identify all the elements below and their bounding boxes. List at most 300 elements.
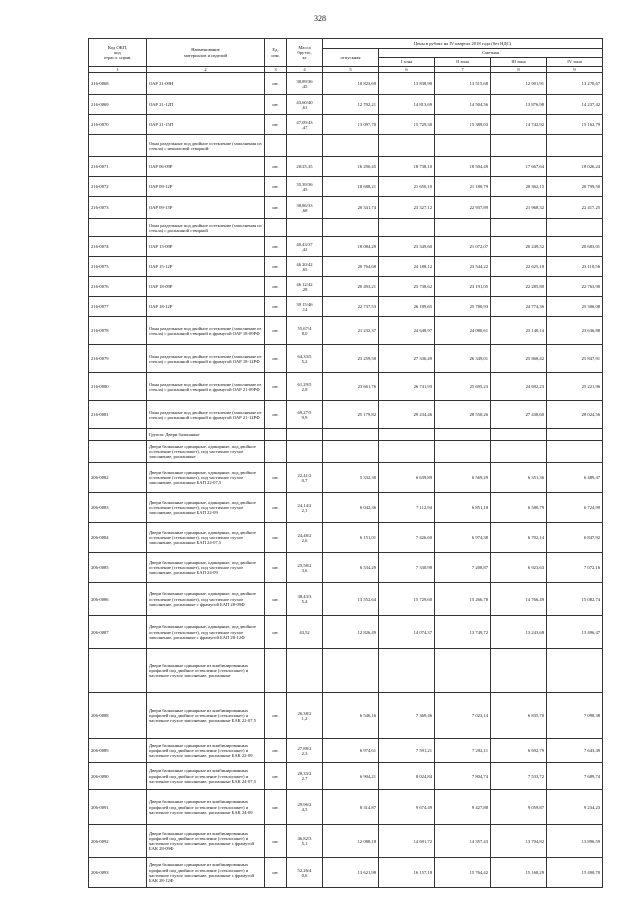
item-code: 206-0092 — [89, 825, 147, 858]
item-mass: 46 20/42 ,65 — [287, 257, 323, 277]
zone-1-price: 27 336,49 — [379, 345, 435, 373]
item-mass: 43,60/40 ,61 — [287, 95, 323, 115]
item-name: Двери балконные одинарные, одинарные, под двойное остекление (стеклопакет), под частичное глухое заполнение, распашные БАП 24-09 — [147, 553, 265, 583]
zone-3-price: 15 168,29 — [491, 858, 547, 888]
mass-header-line2: брутто, — [297, 49, 312, 55]
table-row — [89, 157, 603, 177]
zone-2-price: 14 357,43 — [435, 825, 491, 858]
release-price: 6 904,21 — [323, 763, 379, 790]
release-price: 20 764,68 — [323, 257, 379, 277]
item-code: 206-0083 — [89, 493, 147, 523]
item-name: Двери балконные одинарные из комбинированных профилей под двойное остекление (стеклопакет) и частичное глухое заполнение, распашные БАК 24-07,5 — [147, 763, 265, 790]
table-row — [89, 825, 603, 858]
column-number: 3 — [265, 67, 287, 73]
zone-2-price: 14 504,56 — [435, 95, 491, 115]
section-note: Окна раздельные под двойное остекление (заполнения из стекла) с нешиловой створкой: — [147, 135, 265, 157]
zone-4-price: 22 417,25 — [547, 197, 603, 219]
empty-cell — [89, 135, 147, 157]
item-name: Двери балконные одинарные из комбинированных профилей под двойное остекление (стеклопакет) и частичное глухое заполнение, распашные с фрамугой БАК 28-12Ф — [147, 858, 265, 888]
estimate-price-header: Сметная — [379, 49, 603, 58]
empty-cell — [287, 135, 323, 157]
empty-cell — [547, 219, 603, 237]
item-code: 216-0069 — [89, 95, 147, 115]
release-price: 23 661,76 — [323, 373, 379, 401]
group-title: Группа: Двери балконные — [147, 429, 265, 441]
zone-2-price: 13 515,68 — [435, 73, 491, 95]
name-header-line1: Наименование — [191, 47, 220, 53]
section-note: Двери балконные одинарные, одинарные, под двойное остекление (стеклопакет), под частичное глухое заполнение, распашные — [147, 441, 265, 463]
mass-header-line1: Масса — [298, 44, 311, 50]
zone-3-price: 9 059,87 — [491, 790, 547, 825]
table-row — [89, 345, 603, 373]
item-mass: 22,41/2 0,7 — [287, 463, 323, 493]
zone-2-price: 7 804,74 — [435, 763, 491, 790]
item-mass: 38,86/33 ,68 — [287, 197, 323, 219]
name-header — [147, 39, 265, 67]
item-name: Двери балконные одинарные, одинарные, под двойное остекление (стеклопакет), под частичное глухое заполнение, распашные БАП 22-07,5 — [147, 463, 265, 493]
item-mass: 46 12/42 ,28 — [287, 277, 323, 297]
zone-4-price: 15 082,74 — [547, 583, 603, 616]
item-mass: 27,88/2 2,3 — [287, 739, 323, 763]
item-unit: шт. — [265, 401, 287, 429]
zone-4-price: 15 162,79 — [547, 115, 603, 135]
zone-1-price: 24 188,12 — [379, 257, 435, 277]
empty-cell — [491, 429, 547, 441]
table-row — [89, 317, 603, 345]
zone-3-price: 13 704,82 — [491, 825, 547, 858]
zone-4-price: 14 237,42 — [547, 95, 603, 115]
item-code: 216-0074 — [89, 237, 147, 257]
zone-4-price: 28 024,56 — [547, 401, 603, 429]
item-unit: шт. — [265, 317, 287, 345]
item-name: Окна раздельные под двойное остекление (заполнение из стекла) с распашной створкой и фрамугой ОАР 21-12РФ — [147, 401, 265, 429]
zone-4-price: 23 110,56 — [547, 257, 603, 277]
zone-4-price: 13 896,59 — [547, 825, 603, 858]
item-name: Окна раздельные под двойное остекление (заполнение из стекла) с распашной створкой и фрамугой ОАР 18-09РФ — [147, 317, 265, 345]
item-mass: 46,82/3 5,1 — [287, 825, 323, 858]
zone-2-price: 7 023,14 — [435, 693, 491, 739]
item-unit: шт. — [265, 616, 287, 649]
zone-2-price: 28 550,26 — [435, 401, 491, 429]
release-price: 16 290,45 — [323, 157, 379, 177]
table-row — [89, 237, 603, 257]
code-header-line1: Код ОКП, — [107, 44, 128, 50]
table-row — [89, 739, 603, 763]
item-mass: 20/25,35 — [287, 157, 323, 177]
zone-1-price: 7 426,60 — [379, 523, 435, 553]
item-name: ОАР 09-12Р — [147, 177, 265, 197]
item-code: 206-0087 — [89, 616, 147, 649]
item-unit: шт. — [265, 177, 287, 197]
zone-1-price: 15 729,60 — [379, 583, 435, 616]
item-code: 206-0091 — [89, 790, 147, 825]
zone-4-price: 6 847,92 — [547, 523, 603, 553]
zone-1-price: 7 369,46 — [379, 693, 435, 739]
item-unit: шт. — [265, 463, 287, 493]
item-mass: 38,43/3 5,4 — [287, 583, 323, 616]
item-code: 216-0075 — [89, 257, 147, 277]
item-unit: шт. — [265, 73, 287, 95]
zone-2-price: 24 080,61 — [435, 317, 491, 345]
table-row — [89, 73, 603, 95]
price-title-header: Цены в рублях на IV квартал 2018 года (без НДС) — [323, 39, 603, 49]
release-price: 20 341,74 — [323, 197, 379, 219]
empty-cell — [547, 441, 603, 463]
table-row — [89, 616, 603, 649]
column-number: 1 — [89, 67, 147, 73]
zone-1-price: 15 729,30 — [379, 115, 435, 135]
zone-1-price: 24 648,97 — [379, 317, 435, 345]
table-row — [89, 763, 603, 790]
zone-2-header: II зона — [435, 58, 491, 67]
empty-cell — [89, 441, 147, 463]
zone-2-price: 15 764,42 — [435, 858, 491, 888]
code-header-line2: код — [114, 49, 121, 55]
zone-1-price: 14 074,37 — [379, 616, 435, 649]
item-name: ОАР 09-15Р — [147, 197, 265, 219]
item-unit: шт. — [265, 583, 287, 616]
table-row — [89, 463, 603, 493]
item-unit: шт. — [265, 693, 287, 739]
mass-header-line3: кг — [302, 55, 307, 61]
zone-4-price: 25 221,96 — [547, 373, 603, 401]
table-row — [89, 297, 603, 317]
item-unit: шт. — [265, 763, 287, 790]
zone-1-price: 26 741,93 — [379, 373, 435, 401]
item-unit: шт. — [265, 95, 287, 115]
zone-2-price: 6 569,29 — [435, 463, 491, 493]
item-name: ОАР 18-09Р — [147, 277, 265, 297]
item-code: 206-0082 — [89, 463, 147, 493]
zone-4-price: 9 234,23 — [547, 790, 603, 825]
column-number: 7 — [435, 67, 491, 73]
zone-4-price: 25 306,08 — [547, 297, 603, 317]
empty-cell — [491, 441, 547, 463]
zone-3-price: 24 774,36 — [491, 297, 547, 317]
table-row — [89, 583, 603, 616]
table-row — [89, 693, 603, 739]
empty-cell — [89, 429, 147, 441]
item-mass: 29,96/2 4,5 — [287, 790, 323, 825]
item-name: ОАР 15-12Р — [147, 257, 265, 277]
item-mass: 47,09/43 ,47 — [287, 115, 323, 135]
empty-cell — [547, 135, 603, 157]
zone-2-price: 7 208,87 — [435, 553, 491, 583]
empty-cell — [323, 219, 379, 237]
item-code: 216-0080 — [89, 373, 147, 401]
item-name: ОАР 18-12Р — [147, 297, 265, 317]
item-unit: шт. — [265, 858, 287, 888]
empty-cell — [547, 429, 603, 441]
release-price: 6 151,01 — [323, 523, 379, 553]
column-number: 9 — [547, 67, 603, 73]
zone-3-price: 14 742,92 — [491, 115, 547, 135]
release-price: 13 097,70 — [323, 115, 379, 135]
item-mass: 55,67/4 8,0 — [287, 317, 323, 345]
item-unit: шт. — [265, 523, 287, 553]
column-number: 2 — [147, 67, 265, 73]
item-mass: 61,29/5 2,8 — [287, 373, 323, 401]
item-code: 216-0071 — [89, 157, 147, 177]
release-price: 6 534,29 — [323, 553, 379, 583]
zone-2-price: 6 851,18 — [435, 493, 491, 523]
empty-cell — [379, 219, 435, 237]
zone-3-price: 21 968,32 — [491, 197, 547, 219]
empty-cell — [379, 441, 435, 463]
zone-1-price: 16 157,18 — [379, 858, 435, 888]
zone-2-price: 21 072,07 — [435, 237, 491, 257]
item-unit: шт. — [265, 197, 287, 219]
zone-2-price: 15 266,78 — [435, 583, 491, 616]
zone-3-price: 6 702,14 — [491, 523, 547, 553]
zone-3-price: 22 285,80 — [491, 277, 547, 297]
zone-2-price: 21 180,79 — [435, 177, 491, 197]
table-row — [89, 197, 603, 219]
item-unit: шт. — [265, 237, 287, 257]
item-mass: 28,33/2 2,7 — [287, 763, 323, 790]
table-row — [89, 373, 603, 401]
table-body — [89, 73, 603, 888]
empty-cell — [89, 219, 147, 237]
item-name: Окна раздельные под двойное остекление (заполнение из стекла) с распашной створкой и фрамугой ОАР 21-09РФ — [147, 373, 265, 401]
zone-4-price: 6 489,47 — [547, 463, 603, 493]
item-unit: шт. — [265, 493, 287, 523]
zone-2-price: 15 389,03 — [435, 115, 491, 135]
zone-2-price: 23 544,22 — [435, 257, 491, 277]
empty-cell — [265, 219, 287, 237]
name-header-line2: материалов и изделий — [184, 52, 227, 58]
release-price: 10 823,69 — [323, 73, 379, 95]
section-note: Окна раздельные под двойное остекление (заполнения из стекла) с распашной створкой — [147, 219, 265, 237]
item-code: 216-0076 — [89, 277, 147, 297]
item-mass: 35,39/36 ,45 — [287, 177, 323, 197]
zone-3-price: 7 533,72 — [491, 763, 547, 790]
item-mass: 40,43/37 ,42 — [287, 237, 323, 257]
item-unit: шт. — [265, 257, 287, 277]
zone-3-price: 23 140,14 — [491, 317, 547, 345]
zone-4-price: 7 098,38 — [547, 693, 603, 739]
release-price-header: отпускная — [323, 49, 379, 67]
item-code: 216-0072 — [89, 177, 147, 197]
section-note-row — [89, 219, 603, 237]
zone-2-price: 25 780,93 — [435, 297, 491, 317]
zone-1-price: 23 349,60 — [379, 237, 435, 257]
zone-3-header: III зона — [491, 58, 547, 67]
empty-cell — [287, 441, 323, 463]
zone-2-price: 23 191,05 — [435, 277, 491, 297]
zone-4-price: 20 683,01 — [547, 237, 603, 257]
release-price: 20 493,21 — [323, 277, 379, 297]
item-code: 216-0070 — [89, 115, 147, 135]
empty-cell — [379, 429, 435, 441]
column-number: 5 — [323, 67, 379, 73]
zone-3-price: 6 692,79 — [491, 739, 547, 763]
item-code: 206-0090 — [89, 763, 147, 790]
zone-2-price: 25 695,23 — [435, 373, 491, 401]
release-price: 22 737,53 — [323, 297, 379, 317]
release-price: 6 974,61 — [323, 739, 379, 763]
code-header-line3: отрасл. справ. — [103, 55, 132, 61]
table-row — [89, 493, 603, 523]
column-number: 6 — [379, 67, 435, 73]
zone-1-price: 7 591,21 — [379, 739, 435, 763]
empty-cell — [323, 135, 379, 157]
item-unit: шт. — [265, 157, 287, 177]
unit-header-line2: изм. — [271, 52, 280, 58]
table-row — [89, 790, 603, 825]
item-name: ОАР 21-12П — [147, 95, 265, 115]
zone-3-price: 12 901,91 — [491, 73, 547, 95]
release-price: 25 179,82 — [323, 401, 379, 429]
release-price: 18 084,29 — [323, 237, 379, 257]
empty-cell — [287, 429, 323, 441]
item-code: 216-0077 — [89, 297, 147, 317]
zone-2-price: 18 504,49 — [435, 157, 491, 177]
section-note: Двери балконные одинарные из комбинированных профилей под двойное остекление (стеклопакет) и частичное глухое заполнение, распашные — [147, 649, 265, 693]
empty-cell — [323, 441, 379, 463]
release-price: 13 621,98 — [323, 858, 379, 888]
zone-3-price: 14 766,49 — [491, 583, 547, 616]
code-header — [89, 39, 147, 67]
column-number: 4 — [287, 67, 323, 73]
item-name: Двери балконные одинарные, одинарные, под двойное остекление (стеклопакет), под частичное глухое заполнение, распашные с фрамугой БАП 28-12Ф — [147, 616, 265, 649]
table-row — [89, 858, 603, 888]
item-code: 206-0089 — [89, 739, 147, 763]
empty-cell — [547, 649, 603, 693]
table-row — [89, 115, 603, 135]
item-mass: 26,38/2 1,2 — [287, 693, 323, 739]
zone-3-price: 13 243,68 — [491, 616, 547, 649]
zone-3-price: 22 625,18 — [491, 257, 547, 277]
empty-cell — [323, 649, 379, 693]
release-price: 12 702,21 — [323, 95, 379, 115]
table-row — [89, 401, 603, 429]
item-code: 206-0086 — [89, 583, 147, 616]
item-name: Двери балконные одинарные из комбинированных профилей под двойное остекление (стеклопакет) и частичное глухое заполнение, распашные БАК 22-09 — [147, 739, 265, 763]
table-row — [89, 523, 603, 553]
zone-4-price: 13 496,47 — [547, 616, 603, 649]
zone-3-price: 25 868,42 — [491, 345, 547, 373]
release-price: 8 314,87 — [323, 790, 379, 825]
zone-1-header: I зона — [379, 58, 435, 67]
zone-3-price: 20 362,15 — [491, 177, 547, 197]
release-price: 23 259,58 — [323, 345, 379, 373]
zone-1-price: 8 024,84 — [379, 763, 435, 790]
item-name: ОАР 21-15П — [147, 115, 265, 135]
item-code: 206-0085 — [89, 553, 147, 583]
empty-cell — [491, 649, 547, 693]
item-name: Двери балконные одинарные из комбинированных профилей под двойное остекление (стеклопакет) и частичное глухое заполнение, распашные БАК 22-07,5 — [147, 693, 265, 739]
item-mass: 38,89/36 ,45 — [287, 73, 323, 95]
zone-4-price: 13 270,67 — [547, 73, 603, 95]
item-unit: шт. — [265, 373, 287, 401]
column-number: 8 — [491, 67, 547, 73]
table-row — [89, 553, 603, 583]
empty-cell — [435, 441, 491, 463]
zone-3-price: 20 249,52 — [491, 237, 547, 257]
zone-2-price: 26 349,01 — [435, 345, 491, 373]
zone-2-price: 7 292,11 — [435, 739, 491, 763]
item-name: Двери балконные одинарные, одинарные, под двойное остекление (стеклопакет), под частичное глухое заполнение, распашные БАП 22-09 — [147, 493, 265, 523]
zone-4-price: 25 847,91 — [547, 345, 603, 373]
empty-cell — [435, 649, 491, 693]
zone-1-price: 14 813,69 — [379, 95, 435, 115]
release-price: 18 688,21 — [323, 177, 379, 197]
item-code: 216-0079 — [89, 345, 147, 373]
empty-cell — [323, 429, 379, 441]
release-price: 13 552,64 — [323, 583, 379, 616]
unit-header — [265, 39, 287, 67]
empty-cell — [435, 219, 491, 237]
zone-3-price: 13 876,98 — [491, 95, 547, 115]
zone-3-price: 6 835,70 — [491, 693, 547, 739]
item-unit: шт. — [265, 553, 287, 583]
item-name: Двери балконные одинарные из комбинированных профилей под двойное остекление (стеклопакет) и частичное глухое заполнение, распашные БАК 24-09 — [147, 790, 265, 825]
zone-4-header: IV зона — [547, 58, 603, 67]
item-unit: шт. — [265, 115, 287, 135]
zone-3-price: 24 692,23 — [491, 373, 547, 401]
zone-4-price: 23 636,88 — [547, 317, 603, 345]
zone-4-price: 22 763,90 — [547, 277, 603, 297]
zone-2-price: 13 749,72 — [435, 616, 491, 649]
item-name: ОАР 15-09Р — [147, 237, 265, 257]
item-name: ОАР 21-09Н — [147, 73, 265, 95]
item-mass: 52,26/4 0,6 — [287, 858, 323, 888]
item-name: Двери балконные одинарные, одинарные, под двойное остекление (стеклопакет), под частичное глухое заполнение, распашные с фрамугой БАП 28-09Ф — [147, 583, 265, 616]
section-note-row — [89, 441, 603, 463]
release-price: 6 546,16 — [323, 693, 379, 739]
zone-4-price: 7 689,74 — [547, 763, 603, 790]
item-mass: 24,48/2 2,6 — [287, 523, 323, 553]
item-mass: 25,58/2 3,6 — [287, 553, 323, 583]
zone-4-price: 6 724,99 — [547, 493, 603, 523]
item-unit: шт. — [265, 790, 287, 825]
release-price: 6 042,36 — [323, 493, 379, 523]
item-code: 216-0078 — [89, 317, 147, 345]
zone-1-price: 9 674,49 — [379, 790, 435, 825]
table-row — [89, 257, 603, 277]
zone-3-price: 27 438,60 — [491, 401, 547, 429]
item-name: Двери балконные одинарные, одинарные, под двойное остекление (стеклопакет), под частичное глухое заполнение, распашные БАП 24-07,5 — [147, 523, 265, 553]
zone-4-price: 15 490,70 — [547, 858, 603, 888]
zone-1-price: 7 112,94 — [379, 493, 435, 523]
item-name: ОАР 06-09Р — [147, 157, 265, 177]
empty-cell — [435, 135, 491, 157]
item-code: 216-0081 — [89, 401, 147, 429]
empty-cell — [491, 219, 547, 237]
group-row — [89, 429, 603, 441]
section-note-row — [89, 649, 603, 693]
table-row — [89, 177, 603, 197]
page-number: 328 — [314, 14, 326, 23]
zone-1-price: 18 738,10 — [379, 157, 435, 177]
empty-cell — [435, 429, 491, 441]
empty-cell — [287, 219, 323, 237]
item-mass: 43,52 — [287, 616, 323, 649]
zone-3-price: 6 923,63 — [491, 553, 547, 583]
price-table — [88, 38, 603, 888]
item-unit: шт. — [265, 825, 287, 858]
empty-cell — [265, 441, 287, 463]
release-price: 12 826,49 — [323, 616, 379, 649]
empty-cell — [379, 135, 435, 157]
zone-1-price: 13 838,90 — [379, 73, 435, 95]
item-unit: шт. — [265, 297, 287, 317]
item-code: 206-0088 — [89, 693, 147, 739]
empty-cell — [265, 429, 287, 441]
empty-cell — [287, 649, 323, 693]
empty-cell — [89, 649, 147, 693]
